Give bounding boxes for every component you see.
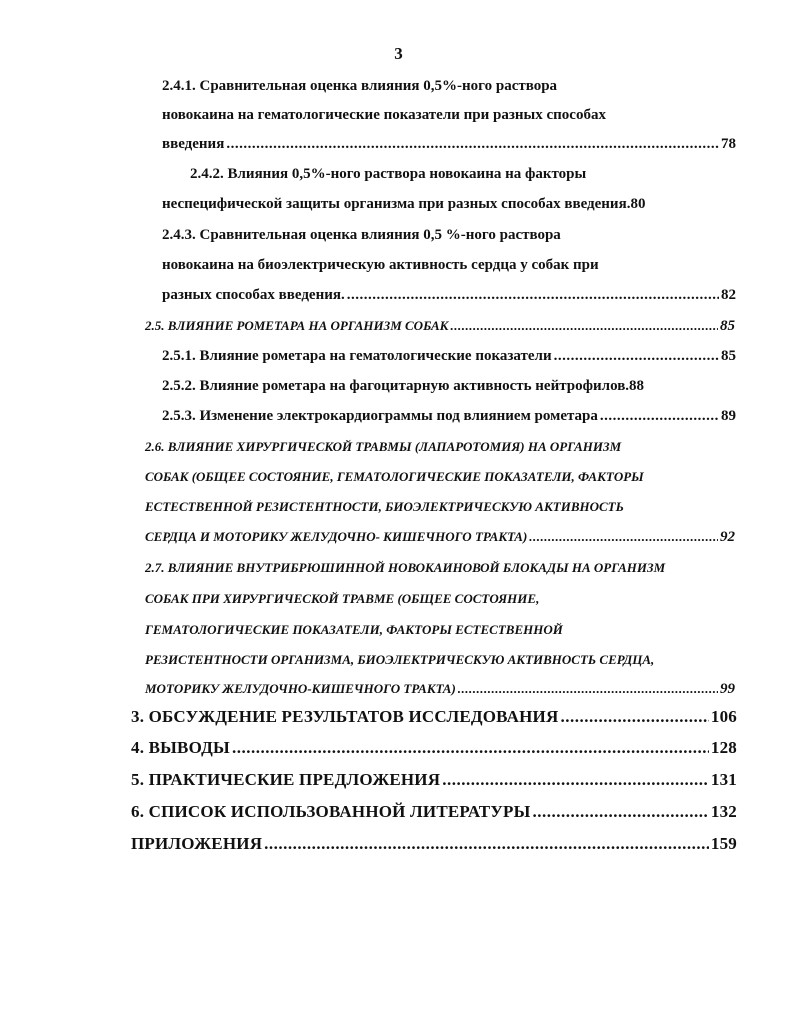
dot-leader: [442, 770, 709, 790]
toc-entry-2-4-3-line-3: [162, 285, 736, 305]
toc-entry-appendix-page: 159: [710, 834, 737, 853]
toc-entry-2-4-1-line-3: [162, 134, 736, 154]
toc-entry-3: [131, 707, 737, 727]
toc-entry-4: [131, 738, 737, 758]
toc-entry-5: [131, 770, 737, 790]
toc-entry-2-5-1: [162, 346, 736, 366]
dot-leader: [458, 679, 718, 699]
toc-entry-2-6-line-2: СОБАК (ОБЩЕЕ СОСТОЯНИЕ, ГЕМАТОЛОГИЧЕСКИЕ ПОКАЗАТЕЛИ, ФАКТОРЫ: [145, 469, 644, 484]
toc-entry-2-4-2-page: 80: [630, 196, 646, 212]
toc-entry-5-text: 5. ПРАКТИЧЕСКИЕ ПРЕДЛОЖЕНИЯ: [131, 770, 441, 789]
toc-entry-3-text: 3. ОБСУЖДЕНИЕ РЕЗУЛЬТАТОВ ИССЛЕДОВАНИЯ: [131, 707, 559, 726]
toc-entry-2-5-3-text: 2.5.3. Изменение электрокардиограммы под влиянием рометара: [162, 408, 598, 424]
toc-entry-2-5-page: 85: [720, 318, 735, 334]
toc-entry-2-5-2-text: 2.5.2. Влияние рометара на фагоцитарную активность нейтрофилов.: [162, 378, 630, 394]
toc-entry-2-7-page: 99: [720, 681, 735, 697]
toc-entry-appendix-text: ПРИЛОЖЕНИЯ: [131, 834, 263, 853]
dot-leader: [450, 316, 718, 336]
toc-entry-2-4-2-text: неспецифической защиты организма при разных способах введения.: [162, 196, 631, 212]
dot-leader: [554, 346, 719, 366]
toc-entry-2-5-1-page: 85: [721, 348, 736, 364]
toc-entry-2-4-1-line-2: новокаина на гематологические показатели при разных способах: [162, 107, 606, 123]
toc-entry-2-6-page: 92: [720, 529, 735, 545]
toc-entry-2-7-line-4: РЕЗИСТЕНТНОСТИ ОРГАНИЗМА, БИОЭЛЕКТРИЧЕСКУЮ АКТИВНОСТЬ СЕРДЦА,: [145, 652, 655, 667]
toc-entry-5-page: 131: [710, 770, 737, 789]
toc-entry-2-7-line-1: 2.7. ВЛИЯНИЕ ВНУТРИБРЮШИННОЙ НОВОКАИНОВОЙ БЛОКАДЫ НА ОРГАНИЗМ: [145, 560, 666, 575]
toc-entry-2-5-1-text: 2.5.1. Влияние рометара на гематологические показатели: [162, 348, 552, 364]
toc-entry-2-7-text: МОТОРИКУ ЖЕЛУДОЧНО-КИШЕЧНОГО ТРАКТА): [145, 681, 456, 696]
toc-entry-2-7-line-2: СОБАК ПРИ ХИРУРГИЧЕСКОЙ ТРАВМЕ (ОБЩЕЕ СОСТОЯНИЕ,: [145, 591, 540, 606]
toc-entry-2-4-1-text: введения: [162, 136, 225, 152]
toc-entry-4-text: 4. ВЫВОДЫ: [131, 738, 230, 757]
toc-entry-6-page: 132: [710, 802, 737, 821]
toc-entry-2-4-1-line-1: 2.4.1. Сравнительная оценка влияния 0,5%-ного раствора: [162, 78, 558, 94]
toc-entry-3-page: 106: [710, 707, 737, 726]
toc-entry-2-5-3-page: 89: [721, 408, 736, 424]
toc-entry-2-5-2: [162, 376, 736, 396]
toc-entry-2-6-line-4: [145, 527, 735, 547]
toc-entry-2-4-3-line-2: новокаина на биоэлектрическую активность сердца у собак при: [162, 257, 599, 273]
toc-entry-2-7-line-3: ГЕМАТОЛОГИЧЕСКИЕ ПОКАЗАТЕЛИ, ФАКТОРЫ ЕСТЕСТВЕННОЙ: [145, 622, 563, 637]
dot-leader: [347, 285, 719, 305]
toc-entry-2-4-2-line-2: [162, 194, 736, 214]
page-number: 3: [394, 44, 403, 63]
toc-entry-2-6-text: СЕРДЦА И МОТОРИКУ ЖЕЛУДОЧНО- КИШЕЧНОГО ТРАКТА): [145, 529, 528, 544]
toc-entry-2-4-3-page: 82: [721, 287, 736, 303]
toc-entry-2-6-line-3: ЕСТЕСТВЕННОЙ РЕЗИСТЕНТНОСТИ, БИОЭЛЕКТРИЧЕСКУЮ АКТИВНОСТЬ: [145, 499, 624, 514]
toc-entry-2-4-3-line-1: 2.4.3. Сравнительная оценка влияния 0,5 %-ного раствора: [162, 227, 561, 243]
dot-leader: [560, 707, 708, 727]
toc-entry-6: [131, 802, 737, 822]
toc-entry-2-5-text: 2.5. ВЛИЯНИЕ РОМЕТАРА НА ОРГАНИЗМ СОБАК: [145, 318, 449, 333]
toc-entry-2-5: [145, 316, 735, 336]
toc-entry-2-4-1-page: 78: [721, 136, 736, 152]
dot-leader: [600, 406, 719, 426]
dot-leader: [226, 134, 719, 154]
toc-entry-2-5-3: [162, 406, 736, 426]
toc-entry-2-5-2-page: 88: [629, 378, 645, 394]
dot-leader: [264, 834, 709, 854]
toc-entry-2-6-line-1: 2.6. ВЛИЯНИЕ ХИРУРГИЧЕСКОЙ ТРАВМЫ (ЛАПАРОТОМИЯ) НА ОРГАНИЗМ: [145, 439, 622, 454]
dot-leader: [529, 527, 718, 547]
toc-entry-4-page: 128: [710, 738, 737, 757]
toc-entry-2-7-line-5: [145, 679, 735, 699]
toc-entry-appendix: [131, 834, 737, 854]
dot-leader: [232, 738, 709, 758]
toc-entry-2-4-3-text: разных способах введения.: [162, 287, 345, 303]
toc-entry-6-text: 6. СПИСОК ИСПОЛЬЗОВАННОЙ ЛИТЕРАТУРЫ: [131, 802, 531, 821]
toc-entry-2-4-2-line-1: 2.4.2. Влияния 0,5%-ного раствора новокаина на факторы: [190, 166, 587, 182]
dot-leader: [533, 802, 709, 822]
